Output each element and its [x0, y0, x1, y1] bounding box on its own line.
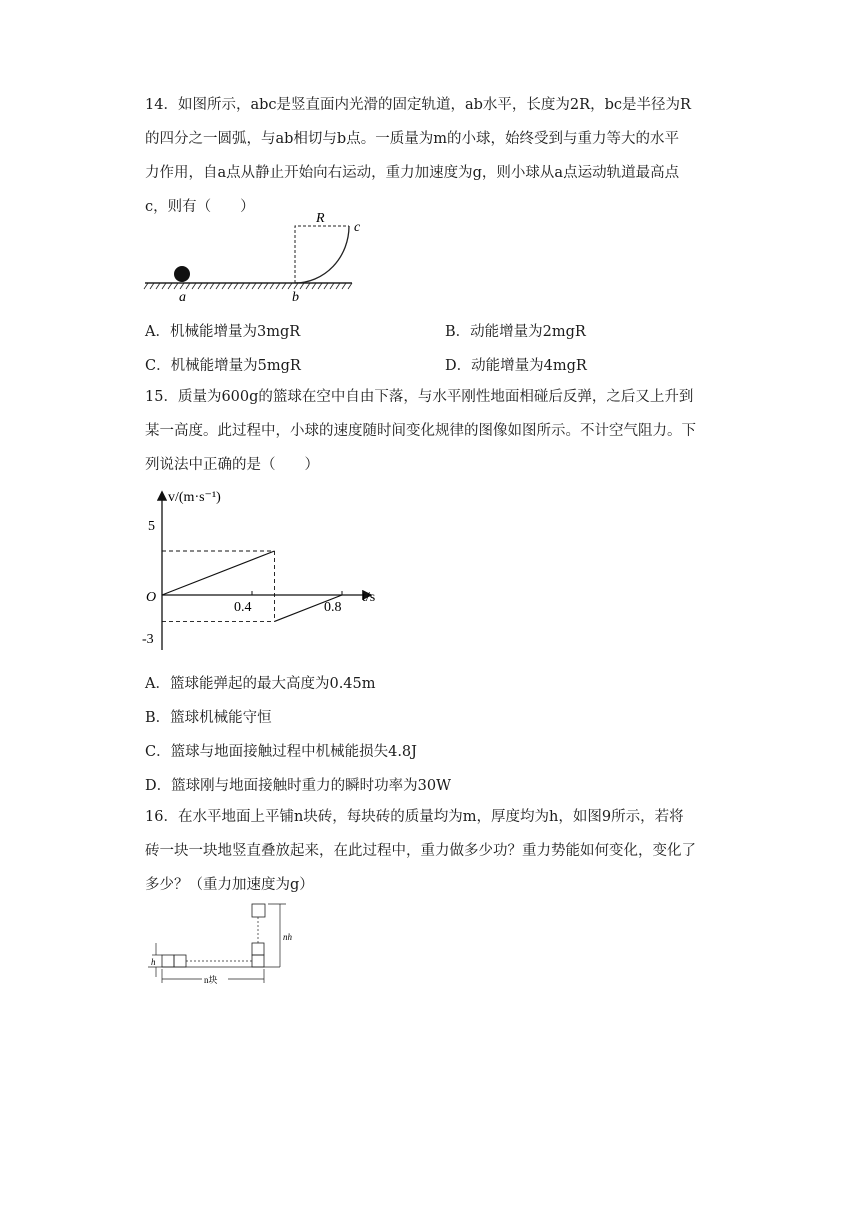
y-tick-5: 5: [148, 519, 155, 534]
q15-line-1: 15．质量为600g的篮球在空中自由下落，与水平刚性地面相碰后反弹，之后又上升到: [145, 389, 694, 405]
y-tick-neg3: -3: [142, 632, 154, 647]
q15-line-2: 某一高度。此过程中，小球的速度随时间变化规律的图像如图所示。不计空气阻力。下: [145, 423, 696, 439]
x-tick-0-8: 0.8: [324, 600, 342, 615]
q16-line-3: 多少？（重力加速度为g）: [145, 877, 314, 893]
question-15: [145, 380, 715, 482]
series-1-segment: [162, 551, 275, 595]
flat-brick-1: [162, 955, 174, 967]
label-n-bricks: n块: [204, 975, 218, 985]
label-b: b: [292, 290, 299, 305]
label-a: a: [179, 290, 186, 305]
ball: [174, 266, 190, 282]
q15-line-3: 列说法中正确的是（ ）: [145, 457, 319, 473]
label-nh: nh: [283, 932, 292, 942]
stack-brick-top: [252, 904, 265, 917]
q15-option-d: D．篮球刚与地面接触时重力的瞬时功率为30W: [145, 778, 451, 794]
q14-line-2: 的四分之一圆弧，与ab相切与b点。一质量为m的小球，始终受到与重力等大的水平: [145, 131, 679, 147]
stack-brick-1: [252, 955, 264, 967]
stack-brick-2: [252, 943, 264, 955]
q14-line-4: c，则有（ ）: [145, 199, 255, 215]
q15-velocity-time-graph: [140, 485, 400, 660]
q14-line-3: 力作用，自a点从静止开始向右运动，重力加速度为g，则小球从a点运动轨道最高点: [145, 165, 680, 181]
q14-option-a: A．机械能增量为3mgR: [145, 324, 301, 340]
q14-track-figure: [140, 205, 360, 305]
question-16: [145, 800, 715, 902]
q15-option-c: C．篮球与地面接触过程中机械能损失4.8J: [145, 744, 417, 760]
q15-option-a: A．篮球能弹起的最大高度为0.45m: [145, 676, 376, 692]
q14-option-d: D．动能增量为4mgR: [445, 358, 587, 374]
y-axis-label: v/(m·s⁻¹): [168, 490, 221, 505]
label-h: h: [151, 957, 156, 967]
q16-line-1: 16．在水平地面上平铺n块砖，每块砖的质量均为m，厚度均为h，如图9所示，若将: [145, 809, 684, 825]
flat-brick-2: [174, 955, 186, 967]
q15-option-b: B．篮球机械能守恒: [145, 710, 272, 726]
label-R: R: [316, 211, 325, 226]
q14-line-1: 14．如图所示，abc是竖直面内光滑的固定轨道，ab水平，长度为2R，bc是半径为R: [145, 97, 691, 113]
question-14: [145, 88, 715, 224]
x-tick-0-4: 0.4: [234, 600, 252, 615]
x-axis-label: t/s: [362, 590, 376, 605]
origin-label: O: [146, 590, 157, 605]
q16-line-2: 砖一块一块地竖直叠放起来，在此过程中，重力做多少功？重力势能如何变化，变化了: [145, 843, 696, 859]
ground-hatching: [144, 283, 352, 289]
label-c: c: [354, 220, 360, 235]
radius-dashed-lines: [295, 226, 349, 283]
q14-option-b: B．动能增量为2mgR: [445, 324, 586, 340]
q14-option-c: C．机械能增量为5mgR: [145, 358, 301, 374]
quarter-arc: [295, 226, 349, 283]
q16-bricks-figure: [140, 895, 300, 990]
